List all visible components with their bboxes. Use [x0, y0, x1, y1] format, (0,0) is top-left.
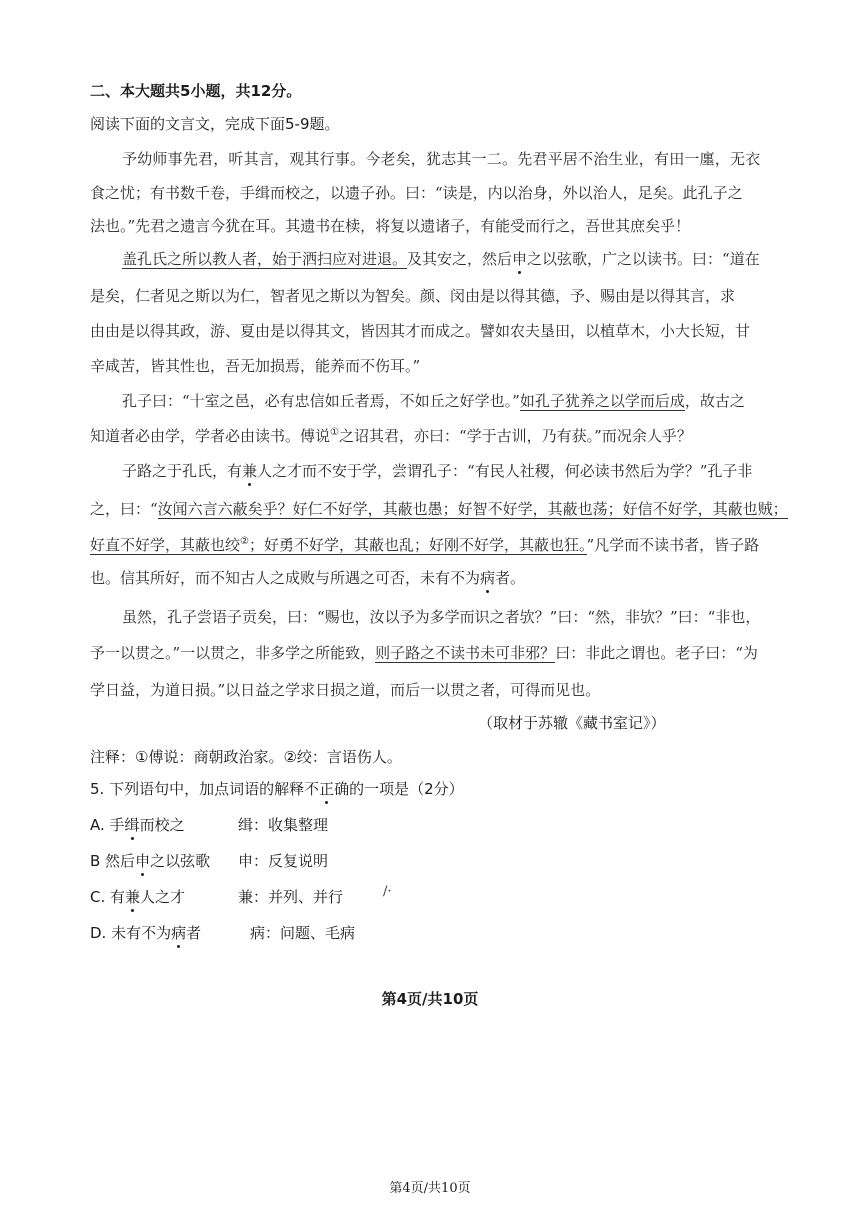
passage-p2-line4: 辛咸苦，皆其性也，吾无加损焉，能养而不伤耳。” [90, 357, 421, 375]
option-a-gloss: 缉：收集整理 [238, 816, 329, 834]
underlined-sentence-1: 盖孔氏之所以教人者，始于洒扫应对进退。 [122, 250, 408, 268]
dotted-phrase-bu-zheng-que: 不正确 [304, 780, 350, 798]
passage-source: （取材于苏辙《藏书室记》） [478, 714, 666, 732]
passage-p4-line2: 之，曰：“汝闻六言六蔽矣乎？好仁不好学，其蔽也愚；好智不好学，其蔽也荡；好信不好学，其蔽也贼； [90, 500, 788, 518]
passage-p5-line2: 予一以贯之。”一以贯之，非多学之所能致，则子路之不读书未可非邪？曰：非此之谓也。老子曰：“为 [90, 644, 758, 662]
passage-p1-line3: 法也。”先君之遗言今犹在耳。其遗书在椟，将复以遗诸子，有能受而行之，吾世其庶矣乎！ [90, 217, 691, 235]
passage-p2-line2: 是矣，仁者见之斯以为仁，智者见之斯以为智矣。颜、闵由是以得其德，予、赐由是以得其言，求 [90, 287, 736, 305]
option-c-gloss: 兼：并列、并行 [238, 888, 344, 906]
passage-p5-line1: 虽然，孔子尝语子贡矣，曰：“赐也，汝以予为多学而识之者欤？”曰：“然，非欤？”曰：“非也， [122, 608, 761, 626]
handwritten-mark: /· [383, 884, 392, 899]
section-instruction: 阅读下面的文言文，完成下面5-9题。 [90, 115, 340, 133]
underlined-sentence-2: 如孔子犹养之以学而后成 [519, 392, 685, 410]
underlined-sentence-3b: 好直不好学，其蔽也绞②；好勇不好学，其蔽也乱；好刚不好学，其蔽也狂。 [90, 536, 587, 554]
option-c: C. 有兼人之才 [90, 888, 186, 906]
dotted-word-jian: 兼 [242, 462, 258, 480]
option-c-dotted-word: 兼 [125, 888, 141, 906]
option-b: B 然后申之以弦歌 [90, 852, 211, 870]
option-d: D. 未有不为病者 [90, 924, 202, 942]
passage-p4-line1: 子路之于孔氏，有兼人之才而不安于学，尝谓孔子：“有民人社稷，何必读书然后为学？”孔子非 [122, 462, 753, 480]
passage-p2-line1: 盖孔氏之所以教人者，始于洒扫应对进退。及其安之，然后申之以弦歌，广之以读书。曰：“道在 [122, 250, 760, 268]
option-b-dotted-word: 申 [135, 852, 151, 870]
option-d-dotted-word: 病 [171, 924, 187, 942]
page-number-bottom: 第4页/共10页 [389, 1181, 471, 1196]
passage-p3-line1: 孔子曰：“十室之邑，必有忠信如丘者焉，不如丘之好学也。”如孔子犹养之以学而后成，故古之 [122, 392, 745, 410]
passage-p4-line3: 好直不好学，其蔽也绞②；好勇不好学，其蔽也乱；好刚不好学，其蔽也狂。”凡学而不读书者，皆子路 [90, 536, 760, 554]
option-d-gloss: 病：问题、毛病 [250, 924, 356, 942]
option-a-dotted-word: 缉 [124, 816, 140, 834]
section-heading: 二、本大题共5小题，共12分。 [90, 82, 302, 100]
dotted-word-shen: 申 [512, 250, 528, 268]
page-number-middle: 第4页/共10页 [381, 990, 479, 1008]
passage-p1-line1: 予幼师事先君，听其言，观其行事。今老矣，犹志其一二。先君平居不治生业，有田一廛，无衣 [122, 150, 761, 168]
passage-p1-line2: 食之忧；有书数千卷，手缉而校之，以遗子孙。曰：“读是，内以治身，外以治人，足矣。此孔子之 [90, 184, 743, 202]
passage-p2-line3: 由由是以得其政，游、夏由是以得其文，皆因其才而成之。譬如农夫垦田，以植草木，小大长短，甘 [90, 322, 751, 340]
underlined-sentence-4: 则子路之不读书未可非邪？ [375, 644, 556, 662]
underlined-sentence-3a: 汝闻六言六蔽矣乎？好仁不好学，其蔽也愚；好智不好学，其蔽也荡；好信不好学，其蔽也贼； [157, 500, 788, 518]
note-ref-2: ② [240, 536, 249, 547]
passage-p3-line2: 知道者必由学，学者必由读书。傅说①之诏其君，亦曰：“学于古训，乃有获。”而况余人乎？ [90, 427, 692, 445]
option-b-gloss: 申：反复说明 [238, 852, 329, 870]
note-ref-1: ① [330, 427, 339, 438]
question-5-stem: 5. 下列语句中，加点词语的解释不正确的一项是（2分） [90, 780, 464, 798]
option-a: A. 手缉而校之 [90, 816, 185, 834]
passage-p4-line4: 也。信其所好，而不知古人之成败与所遇之可否，未有不为病者。 [90, 569, 526, 587]
annotation-notes: 注释：①傅说：商朝政治家。②绞：言语伤人。 [90, 748, 402, 766]
passage-p5-line3: 学日益，为道日损。”以日益之学求日损之道，而后一以贯之者，可得而见也。 [90, 681, 601, 699]
dotted-word-bing: 病 [480, 569, 496, 587]
